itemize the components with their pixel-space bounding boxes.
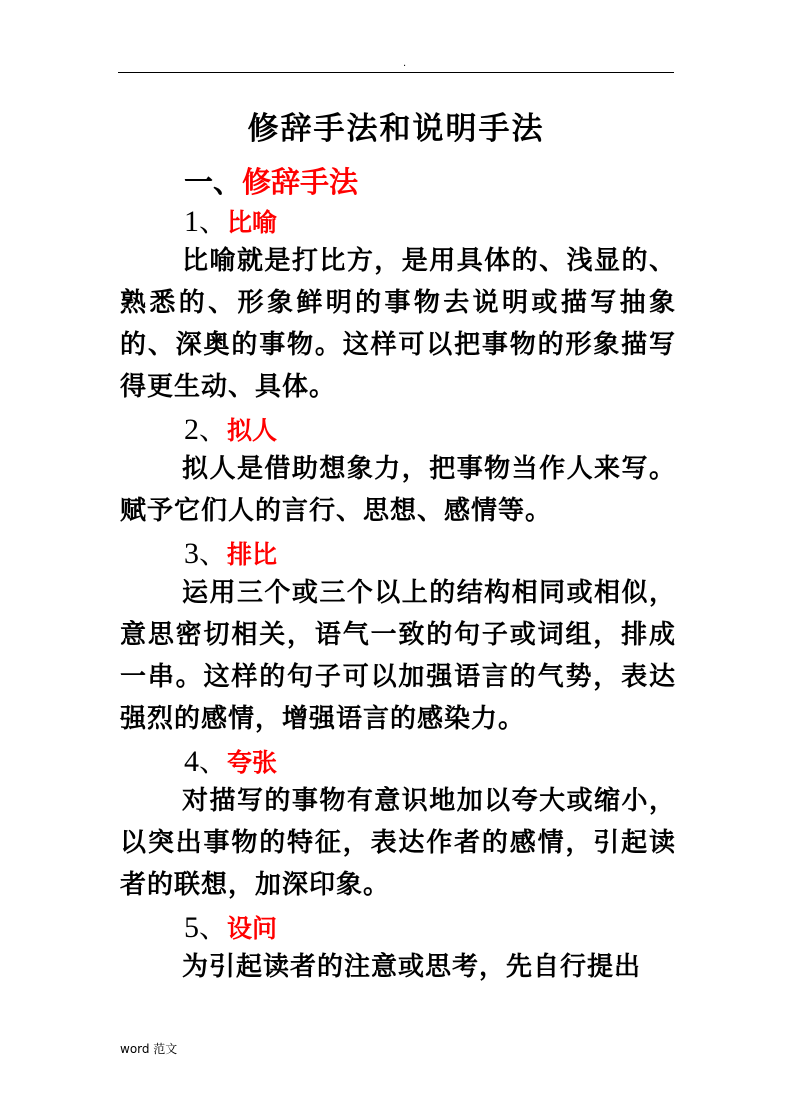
item-number: 5 <box>184 911 199 944</box>
item-heading-4 <box>184 740 277 780</box>
item-paragraph-3: 运用三个或三个以上的结构相同或相似，意思密切相关，语气一致的句子或词组，排成一串。这样的句子可以加强语言的气势，表达强烈的感情，增强语言的感染力。 <box>120 578 676 734</box>
header-rule <box>118 72 674 73</box>
item-paragraph-5: 为引起读者的注意或思考，先自行提出 <box>182 952 642 982</box>
item-separator: 、 <box>199 911 228 944</box>
item-heading-2 <box>184 408 277 448</box>
item-paragraph-4: 对描写的事物有意识地加以夸大或缩小，以突出事物的特征，表达作者的感情，引起读者的联想，加深印象。 <box>120 786 676 900</box>
footer-text: word 范文 <box>120 1042 178 1056</box>
item-number: 4 <box>184 745 199 778</box>
item-separator: 、 <box>199 413 228 446</box>
item-label: 比喻 <box>227 208 278 237</box>
item-number: 1 <box>184 205 199 238</box>
item-separator: 、 <box>199 205 228 238</box>
section-heading <box>184 160 358 201</box>
section-prefix: 一、 <box>184 165 243 199</box>
item-paragraph-1: 比喻就是打比方，是用具体的、浅显的、熟悉的、形象鲜明的事物去说明或描写抽象的、深奥的事物。这样可以把事物的形象描写得更生动、具体。 <box>120 246 676 402</box>
item-heading-5 <box>184 906 277 946</box>
page-title: 修辞手法和说明手法 <box>247 111 545 147</box>
item-separator: 、 <box>199 537 228 570</box>
item-label: 设问 <box>227 914 278 943</box>
section-label: 修辞手法 <box>242 165 359 199</box>
item-heading-3 <box>184 532 277 572</box>
item-label: 夸张 <box>227 748 278 777</box>
item-number: 3 <box>184 537 199 570</box>
item-label: 排比 <box>227 540 278 569</box>
item-heading-1 <box>184 200 277 240</box>
item-separator: 、 <box>199 745 228 778</box>
item-number: 2 <box>184 413 199 446</box>
header-mark: . <box>403 58 407 69</box>
item-label: 拟人 <box>227 416 278 445</box>
item-paragraph-2: 拟人是借助想象力，把事物当作人来写。赋予它们人的言行、思想、感情等。 <box>120 454 676 526</box>
